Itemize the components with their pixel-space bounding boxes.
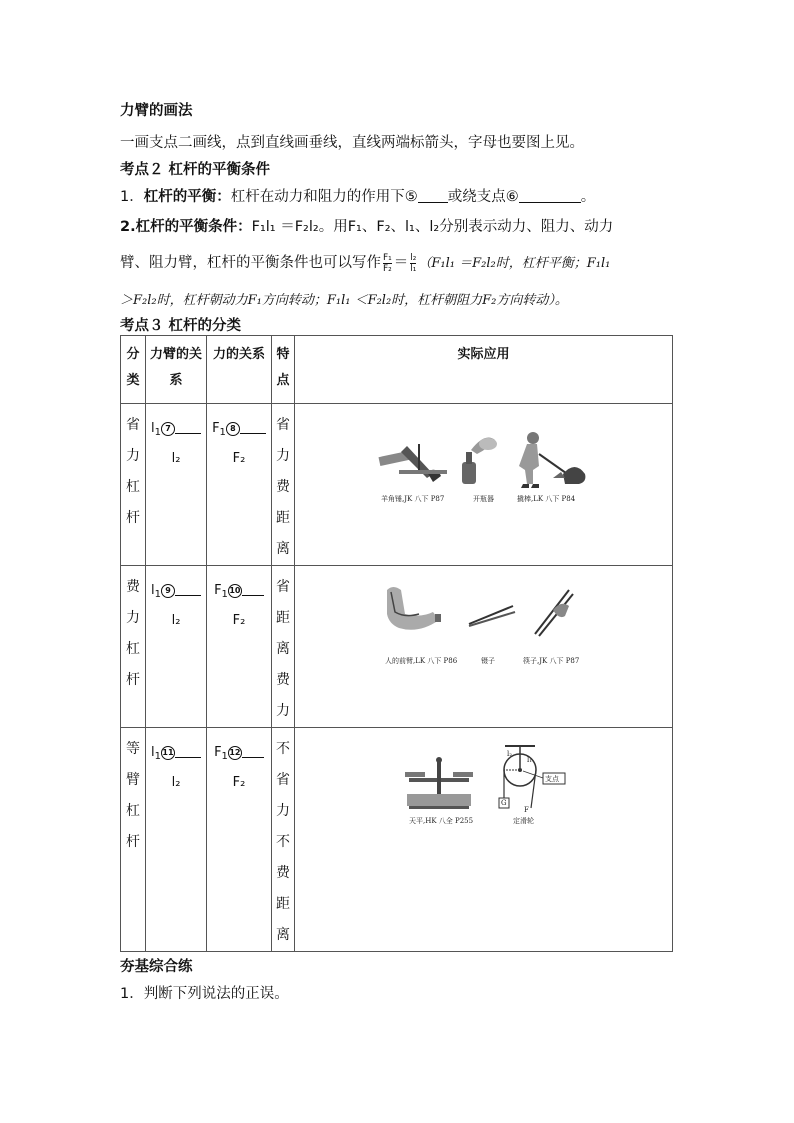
heading-arm-drawing: 力臂的画法 (120, 103, 193, 119)
caption-chopsticks: 筷子,JK 八下 P87 (523, 657, 580, 665)
lever-classification-table (120, 335, 673, 952)
practice-title: 夯基综合练 (120, 959, 193, 975)
kp2-item1 (120, 186, 680, 208)
crowbar-worker-icon (519, 432, 585, 488)
header-category: 分 类 (121, 336, 146, 404)
item2-label: 2.杠杆的平衡条件： (120, 219, 252, 235)
caption-forearm: 人的前臂,LK 八下 P86 (385, 657, 458, 665)
kp2-title: 考点２ 杠杆的平衡条件 (120, 162, 271, 178)
item1-end: 。 (580, 189, 596, 205)
equal-arm-lever-illustrations (295, 728, 668, 950)
frac-l1: l₁ (410, 263, 417, 274)
item1-mid: 或绕支点⑥ (447, 189, 519, 205)
bottle-opener-icon (462, 438, 497, 484)
blank-6[interactable] (519, 188, 581, 203)
pulley-label-g: G (501, 799, 507, 807)
row3-force-relation: $F_112$ F₂ (207, 728, 272, 952)
blank-10[interactable] (242, 581, 264, 596)
item1-number: 1． (120, 189, 144, 205)
frac-f2: F₂ (383, 263, 392, 274)
header-application: 实际应用 (295, 336, 673, 404)
item1-label: 杠杆的平衡： (143, 189, 231, 205)
kp3-title: 考点３ 杠杆的分类 (120, 318, 242, 334)
header-arm-relation: 力臂的关 系 (146, 336, 207, 404)
row1-application (295, 404, 673, 566)
paren-note-a: （F₁l₁ ＝F₂l₂时，杠杆平衡；F₁l₁ (418, 256, 611, 271)
forearm-icon (387, 587, 441, 630)
row1-feature: 省 力 费 距 离 (272, 404, 295, 566)
table-row (121, 404, 673, 566)
table-row (121, 728, 673, 952)
balance-scale-icon (405, 757, 473, 809)
table-header-row (121, 336, 673, 404)
pulley-label-f: F (524, 806, 529, 814)
row2-force-relation: $F_110$ F₂ (207, 566, 272, 728)
caption-pulley: 定滑轮 (513, 817, 534, 825)
caption-claw-hammer: 羊角锤,JK 八下 P87 (381, 495, 445, 503)
blank-8[interactable] (240, 419, 266, 434)
caption-tweezers: 镊子 (481, 657, 495, 665)
caption-crowbar: 撬棒,LK 八下 P84 (517, 495, 576, 503)
row3-arm-relation: $l_111$ l₂ (146, 728, 207, 952)
kp2-item2-line1 (120, 216, 680, 238)
row2-application (295, 566, 673, 728)
frac-l2: l₂ (410, 252, 417, 263)
practice-question-1: 1．判断下列说法的正误。 (120, 986, 289, 1002)
frac-f1: F₁ (383, 252, 392, 263)
row3-category: 等 臂 杠 杆 (121, 728, 146, 952)
row3-application (295, 728, 673, 952)
blank-9[interactable] (175, 581, 201, 596)
item1-text: 杠杆在动力和阻力的作用下⑤ (230, 189, 418, 205)
balance-formula: F₁l₁ ＝F₂l₂。 (251, 219, 334, 235)
save-force-lever-illustrations (295, 404, 668, 564)
pulley-label-fulcrum: 支点 (545, 775, 559, 783)
blank-5[interactable] (418, 188, 448, 203)
caption-bottle-opener: 开瓶器 (473, 495, 494, 503)
blank-11[interactable] (175, 743, 201, 758)
pulley-label-l1: l₁ (527, 756, 533, 764)
row1-category: 省 力 杠 杆 (121, 404, 146, 566)
chopsticks-icon (535, 590, 573, 636)
blank-12[interactable] (242, 743, 264, 758)
row1-force-relation: $F_1$ 8 F₂ (207, 404, 272, 566)
pulley-label-l2: l₂ (507, 750, 513, 758)
tweezers-icon (469, 606, 515, 626)
row2-category: 费 力 杠 杆 (121, 566, 146, 728)
blank-7[interactable] (175, 419, 201, 434)
row2-arm-relation: $l_1$ 9 l₂ (146, 566, 207, 728)
header-force-relation: 力的关系 (207, 336, 272, 404)
table-row (121, 566, 673, 728)
row3-feature: 不 省 力 不 费 距 离 (272, 728, 295, 952)
item2-text-a: 用F₁、F₂、l₁、l₂分别表示动力、阻力、动力 (333, 219, 614, 235)
claw-hammer-icon (378, 444, 447, 482)
cost-force-lever-illustrations (295, 566, 668, 726)
fraction-forces (383, 253, 392, 274)
frac-equals: ＝ (393, 255, 409, 271)
paren-note-b: ＞F₂l₂时，杠杆朝动力F₁方向转动；F₁l₁ ＜F₂l₂时，杠杆朝阻力F₂方向转动）。 (120, 293, 568, 308)
fraction-arms (410, 253, 416, 274)
row2-feature: 省 距 离 费 力 (272, 566, 295, 728)
arm-drawing-rule: 一画支点二画线，点到直线画垂线，直线两端标箭头，字母也要图上见。 (120, 135, 584, 151)
caption-balance: 天平,HK 八全 P255 (409, 817, 474, 825)
item2-text-b: 臂、阻力臂，杠杆的平衡条件也可以写作 (120, 255, 381, 271)
header-feature: 特 点 (272, 336, 295, 404)
row1-arm-relation: $l_1$ 7 l₂ (146, 404, 207, 566)
kp2-item2-line2 (120, 252, 680, 275)
